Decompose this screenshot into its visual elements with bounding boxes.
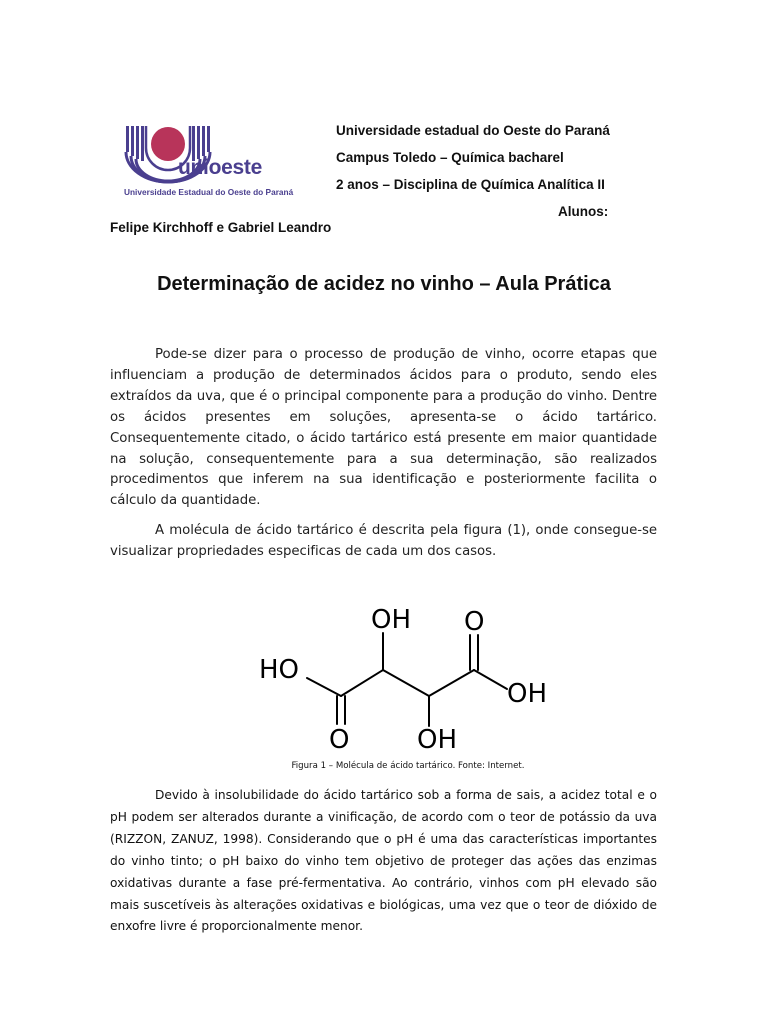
label-oh-bottom: OH	[417, 725, 458, 752]
label-o-bottom: O	[329, 725, 350, 752]
paragraph-intro	[110, 345, 657, 512]
label-ho-left: HO	[259, 655, 300, 685]
label-oh-top: OH	[371, 605, 412, 635]
label-oh-right: OH	[507, 679, 548, 709]
header-authors: Felipe Kirchhoff e Gabriel Leandro	[110, 220, 332, 235]
tartaric-acid-structure	[255, 600, 555, 752]
paragraph-figure-reference	[110, 521, 657, 563]
header-university: Universidade estadual do Oeste do Paraná	[336, 123, 610, 138]
paragraph-acidity-text: Devido à insolubilidade do ácido tartárico sob a forma de sais, a acidez total e o pH podem ser alterados durante a vinificação, de acordo com o teor de potássio da uva (RIZZON, ZANUZ, 1998). Considerando que o pH é uma das características importantes do vinho tinto; o pH baixo do vinho tem objetivo de proteger das ações das enzimas oxidativas durante a fase pré-fermentativa. Ao contrário, vinhos com pH elevado são mais suscetíveis às alterações oxidativas e biológicas, uma vez que o teor de dióxido de enxofre livre é proporcionalmente menor.	[110, 788, 657, 934]
header-students-label: Alunos:	[558, 204, 609, 219]
molecule-drawing	[255, 600, 555, 752]
logo-wordmark: unioeste	[178, 156, 262, 179]
header-campus: Campus Toledo – Química bacharel	[336, 150, 564, 165]
label-o-top: O	[464, 607, 485, 637]
logo-subtitle: Universidade Estadual do Oeste do Paraná	[124, 187, 294, 197]
university-logo	[120, 122, 325, 200]
paragraph-acidity	[110, 785, 657, 938]
paragraph-figure-reference-text: A molécula de ácido tartárico é descrita pela figura (1), onde consegue-se visualizar propriedades especificas de cada um dos casos.	[110, 523, 657, 559]
figure-caption: Figura 1 – Molécula de ácido tartárico. Fonte: Internet.	[291, 761, 525, 771]
paragraph-intro-text: Pode-se dizer para o processo de produção de vinho, ocorre etapas que influenciam a produção de determinados ácidos para o produto, sendo eles extraídos da uva, que é o principal componente para a produção do vinho. Dentre os ácidos presentes em soluções, apresenta-se o ácido tartárico. Consequentemente citado, o ácido tartárico está presente em maior quantidade na solução, consequentemente para a sua determinação, são realizados procedimentos que inferem na sua identificação e posteriormente facilita o cálculo da quantidade.	[110, 347, 657, 509]
header-discipline: 2 anos – Disciplina de Química Analítica II	[336, 177, 605, 192]
page-title: Determinação de acidez no vinho – Aula Prática	[157, 273, 611, 295]
